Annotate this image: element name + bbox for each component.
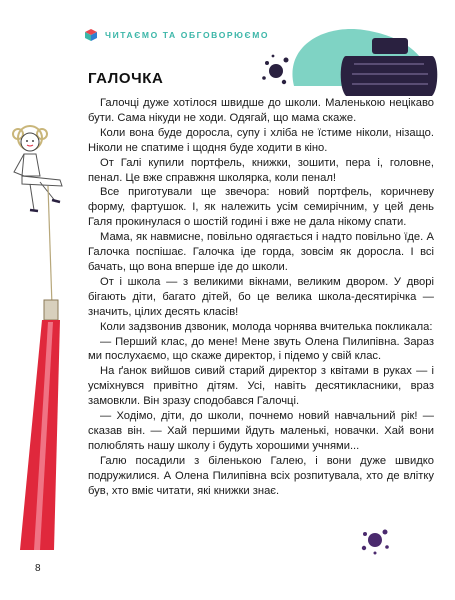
paragraph: На ґанок вийшов сивий старий директор з квітами в руках — і усміхнувся привітно дітям. Усі, навіть десятикласники, враз замовкли. Він зразу сподобався Галочці. xyxy=(88,365,434,408)
inkpot-illustration xyxy=(254,16,444,104)
paragraph: — Перший клас, до мене! Мене звуть Олена Пилипівна. Зараз ми послухаємо, що скаже директор, і підемо у свій клас. xyxy=(88,335,434,363)
paragraph: Мама, як навмисне, повільно одягається і надто повільно їде. А Галочка поспішає. Галочка іде горда, зовсім як доросла. І всі бачать, що вона вперше іде до школи. xyxy=(88,231,434,273)
section-label: ЧИТАЄМО ТА ОБГОВОРЮЄМО xyxy=(105,30,270,40)
paragraph: От Галі купили портфель, книжки, зошити, пера і, головне, пенал. Це вже справжня школярка, коли пенал! xyxy=(88,156,434,184)
story-title: ГАЛОЧКА xyxy=(88,70,164,87)
paragraph: Галочці дуже хотілося швидше до школи. Маленькою нецікаво бути. Сама нікуди не ходи. Одягай, що мама скаже. xyxy=(88,97,434,124)
cube-icon xyxy=(84,28,98,42)
story-text xyxy=(88,96,434,498)
paragraph: Коли задзвонив дзвоник, молода чорнява вчителька покликала: xyxy=(100,320,433,333)
paragraph: Коли вона буде доросла, супу і хліба не їстиме ніколи, нізащо. Ніколи не спатиме і щодня буде ходити в кіно. xyxy=(88,126,434,154)
ink-splash-illustration xyxy=(355,520,395,560)
paragraph: Галю посадили з біленькою Галею, і вони дуже швидко подружилися. А Олена Пилипівна всіх розпитувала, хто де влітку був, хто вміє читати, які книжки знає. xyxy=(88,454,434,497)
girl-on-pen-illustration xyxy=(0,110,90,550)
paragraph: — Ходімо, діти, до школи, почнемо новий навчальний рік! — сказав він. — Хай першими йдуть маленькі, новачки. Хай вони полюблять нашу школу і будуть хорошими учнями... xyxy=(88,410,434,452)
paragraph: От і школа — з великими вікнами, великим двором. У дворі бігають діти, багато дітей, бо це велика школа-десятирічка — значить, цілих десять класів! xyxy=(88,275,434,318)
section-header xyxy=(84,28,269,42)
paragraph: Все приготували ще звечора: новий портфель, коричневу форму, фартушок. І, як належить усім семирічним, у цей день Галя прокинулася о шостій годині і вже не дала нікому спати. xyxy=(88,186,434,229)
page-number: 8 xyxy=(35,563,41,574)
